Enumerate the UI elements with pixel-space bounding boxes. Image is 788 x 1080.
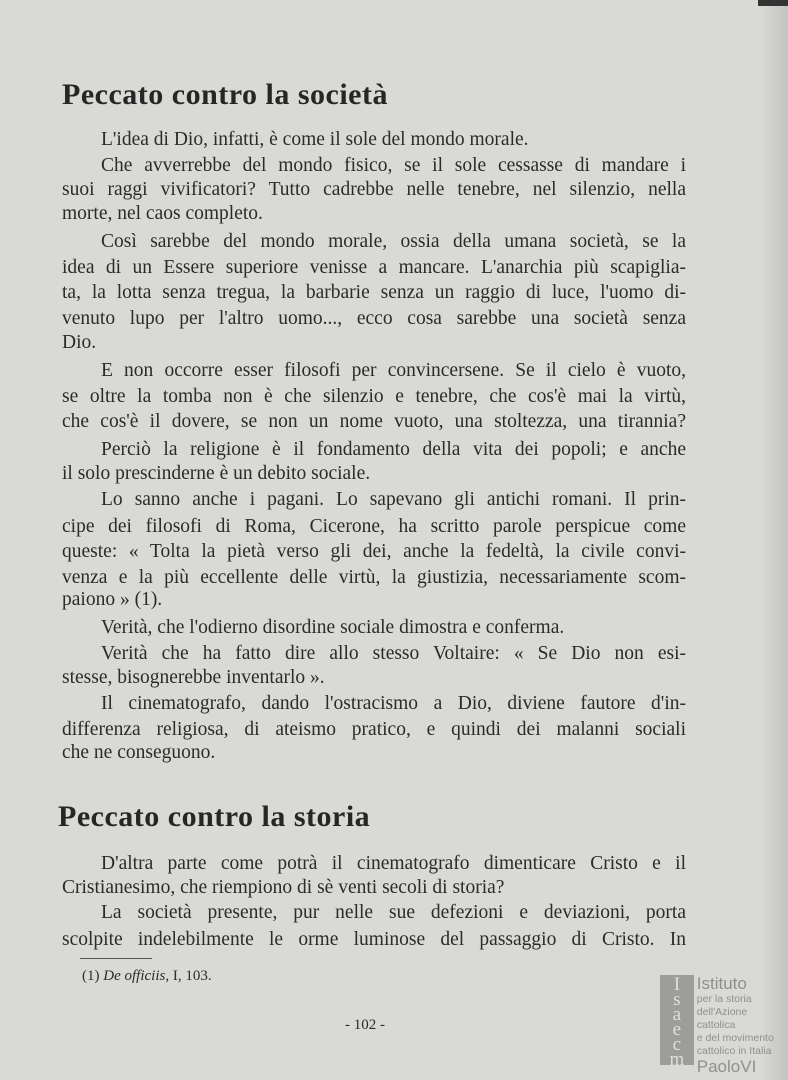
text-line: stesse, bisognerebbe inventarlo ».	[62, 667, 325, 688]
footnote	[82, 968, 212, 985]
footnote-ref: I, 103.	[172, 968, 212, 984]
text-line: E non occorre esser filosofi per convincersene. Se il cielo è vuoto,	[101, 360, 686, 381]
section-heading-society: Peccato contro la società	[62, 78, 388, 111]
logo-line: per la storia	[696, 993, 752, 1005]
text-line: ta, la lotta senza tregua, la barbarie senza un raggio di luce, l'uomo di-	[62, 282, 686, 303]
text-line: La società presente, pur nelle sue defezioni e deviazioni, porta	[101, 902, 686, 923]
text-line: morte, nel caos completo.	[62, 203, 263, 224]
text-line: se oltre la tomba non è che silenzio e tenebre, che cos'è mai la virtù,	[62, 386, 686, 407]
text-line: Che avverrebbe del mondo fisico, se il sole cessasse di mandare i	[101, 155, 686, 176]
footnote-marker: (1)	[82, 968, 100, 984]
text-line: Cristianesimo, che riempiono di sè venti secoli di storia?	[62, 877, 505, 898]
text-line: Così sarebbe del mondo morale, ossia della umana società, se la	[101, 231, 686, 252]
text-line: idea di un Essere superiore venisse a mancare. L'anarchia più scapiglia-	[62, 257, 686, 278]
text-line: Verità che ha fatto dire allo stesso Voltaire: « Se Dio non esi-	[101, 643, 686, 664]
text-line: paiono » (1).	[62, 589, 163, 610]
text-line: venuto lupo per l'altro uomo..., ecco cosa sarebbe una società senza	[62, 308, 686, 329]
footnote-rule	[80, 958, 152, 959]
text-line: il solo prescinderne è un debito sociale.	[62, 463, 371, 484]
logo-line: dell'Azione cattolica	[696, 1006, 748, 1031]
text-line: Perciò la religione è il fondamento della vita dei popoli; e anche	[101, 439, 686, 460]
footnote-title: De officiis,	[103, 968, 170, 984]
logo-text	[694, 975, 788, 1076]
text-line: Verità, che l'odierno disordine sociale dimostra e conferma.	[101, 617, 565, 638]
text-line: venza e la più eccellente delle virtù, la giustizia, necessariamente scom-	[62, 567, 686, 588]
isacem-logo	[660, 975, 788, 1076]
text-line: Il cinematografo, dando l'ostracismo a Dio, diviene fautore d'in-	[101, 693, 686, 714]
section-heading-history: Peccato contro la storia	[58, 800, 371, 833]
text-line: scolpite indelebilmente le orme luminose del passaggio di Cristo. In	[62, 929, 686, 950]
text-line: suoi raggi vivificatori? Tutto cadrebbe nelle tenebre, nel silenzio, nella	[62, 179, 686, 200]
text-line: Dio.	[62, 332, 97, 353]
page-edge	[762, 0, 788, 1080]
logo-line: Istituto	[696, 974, 747, 993]
text-line: queste: « Tolta la pietà verso gli dei, anche la fedeltà, la civile convi-	[62, 541, 686, 562]
text-line: D'altra parte come potrà il cinematografo dimenticare Cristo e il	[101, 853, 686, 874]
logo-monogram: I s a e c m	[660, 975, 694, 1065]
text-line: Lo sanno anche i pagani. Lo sapevano gli antichi romani. Il prin-	[101, 489, 686, 510]
text-line: differenza religiosa, di ateismo pratico, e quindi dei malanni sociali	[62, 719, 686, 740]
logo-line: PaoloVI	[696, 1057, 757, 1076]
binding-edge	[758, 0, 788, 6]
logo-line: e del movimento	[696, 1032, 774, 1044]
text-line: che cos'è il dovere, se non un nome vuoto, una stoltezza, una tirannia?	[62, 411, 686, 432]
page-number: - 102 -	[345, 1017, 385, 1033]
text-line: cipe dei filosofi di Roma, Cicerone, ha scritto parole perspicue come	[62, 516, 686, 537]
text-line: che ne conseguono.	[62, 742, 216, 763]
text-line: L'idea di Dio, infatti, è come il sole del mondo morale.	[101, 129, 529, 150]
logo-line: cattolico in Italia	[696, 1045, 772, 1057]
